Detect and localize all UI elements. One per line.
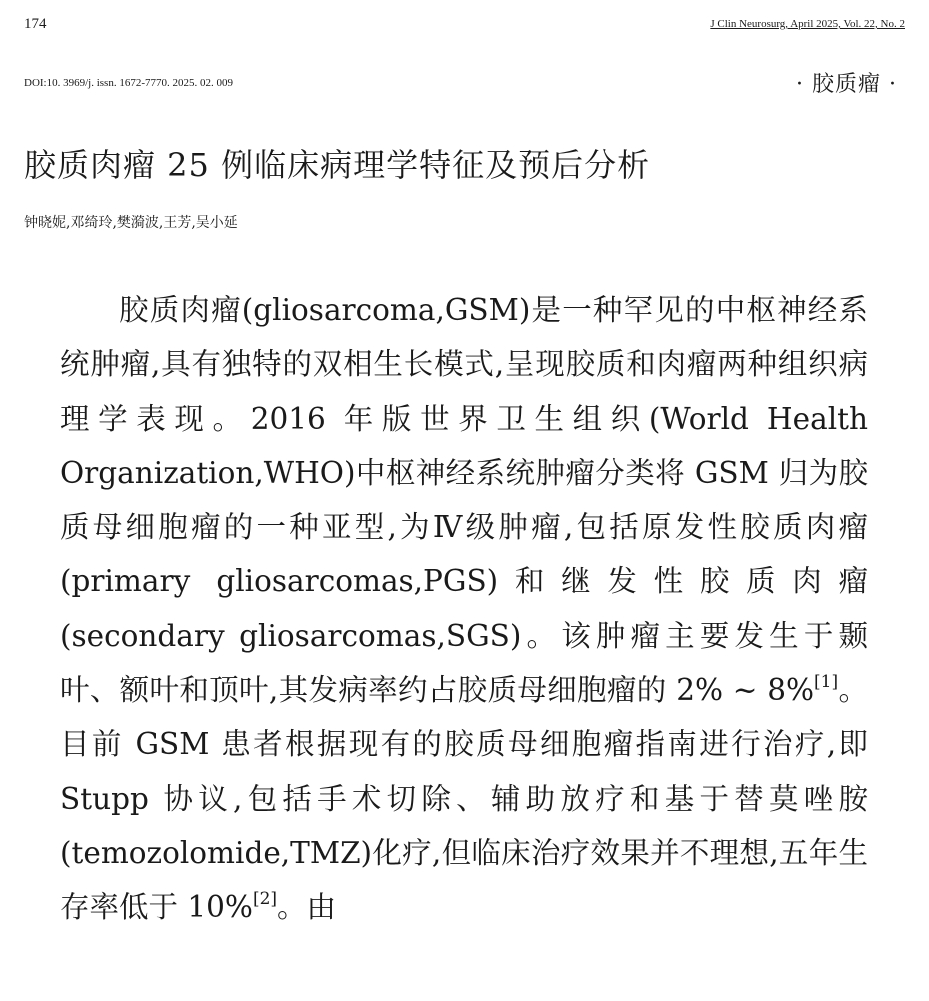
citation-2[interactable]: [2] [252,889,278,910]
doi: DOI:10. 3969/j. issn. 1672-7770. 2025. 02. 009 [24,77,233,89]
article-title: 胶质肉瘤 25 例临床病理学特征及预后分析 [24,146,651,184]
body-paragraph [60,283,868,935]
authors: 钟晓妮,邓绮玲,樊漪波,王芳,吴小延 [24,215,238,231]
section-tag: · 胶质瘤 · [796,72,897,97]
citation-1[interactable]: [1] [814,672,839,693]
body-text-part-2: 。目前 GSM 患者根据现有的胶质母细胞瘤指南进行治疗,即 Stupp 协议,包括手术切除、辅助放疗和基于替莫唑胺(temozolomide,TMZ)化疗,但临床治疗效果并不理想,五年生存率低于 10% [60,673,868,925]
body-text-part-1: 胶质肉瘤(gliosarcoma,GSM)是一种罕见的中枢神经系统肿瘤,具有独特的双相生长模式,呈现胶质和肉瘤两种组织病理学表现。2016 年版世界卫生组织(World Health Organization,WHO)中枢神经系统肿瘤分类将 GSM 归为胶质母细胞瘤的一种亚型,为Ⅳ级肿瘤,包括原发性胶质肉瘤(primary gliosarcomas,PGS)和继发性胶质肉瘤(secondary gliosarcomas,SGS)。该肿瘤主要发生于颞叶、额叶和顶叶,其发病率约占胶质母细胞瘤的 2% ~ 8% [60,293,868,708]
body-text-part-3: 。由 [277,890,337,925]
page-number: 174 [24,16,47,32]
journal-reference: J Clin Neurosurg, April 2025, Vol. 22, No. 2 [710,18,905,30]
